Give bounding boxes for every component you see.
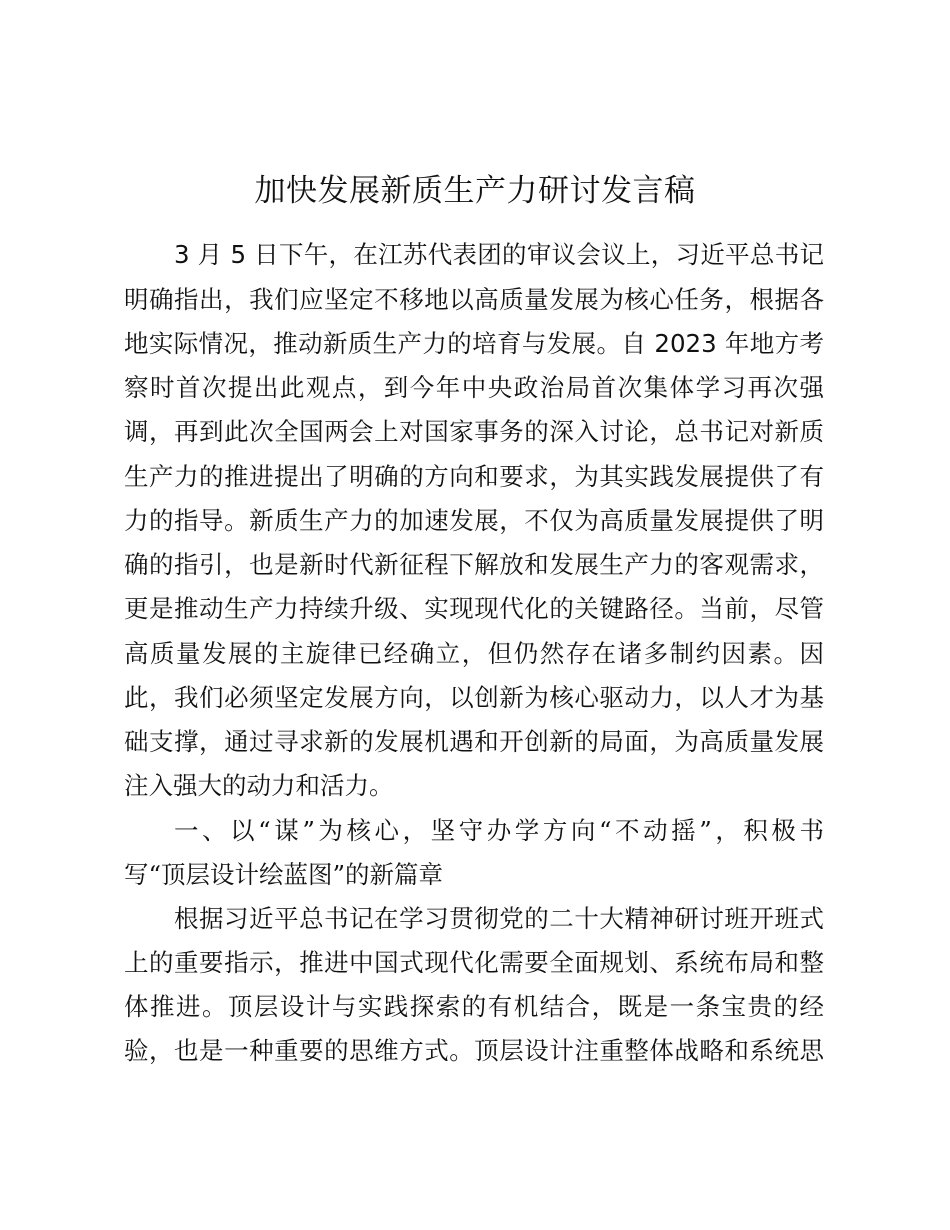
paragraph-line: 根据习近平总书记在学习贯彻党的二十大精神研讨班开班式 xyxy=(174,904,824,933)
section-heading-line: 一、以“谋”为核心，坚守办学方向“不动摇”，积极书 xyxy=(174,816,824,845)
paragraph-line: 3 月 5 日下午，在江苏代表团的审议会议上，习近平总书记 xyxy=(174,240,824,269)
section-heading-line: 写“顶层设计绘蓝图”的新篇章 xyxy=(124,860,444,889)
paragraph-line: 调，再到此次全国两会上对国家事务的深入讨论，总书记对新质 xyxy=(124,417,824,446)
paragraph-line: 此，我们必须坚定发展方向，以创新为核心驱动力，以人才为基 xyxy=(124,683,824,712)
paragraph-line: 察时首次提出此观点，到今年中央政治局首次集体学习再次强 xyxy=(124,373,824,402)
paragraph-line: 生产力的推进提出了明确的方向和要求，为其实践发展提供了有 xyxy=(124,462,824,491)
paragraph-line: 更是推动生产力持续升级、实现现代化的关键路径。当前，尽管 xyxy=(124,594,824,623)
paragraph-line: 注入强大的动力和活力。 xyxy=(124,771,394,800)
paragraph-line: 明确指出，我们应坚定不移地以高质量发展为核心任务，根据各 xyxy=(124,285,824,314)
paragraph-line: 地实际情况，推动新质生产力的培育与发展。自 2023 年地方考 xyxy=(124,329,824,358)
paragraph-line: 确的指引，也是新时代新征程下解放和发展生产力的客观需求， xyxy=(124,550,824,579)
paragraph-line: 体推进。顶层设计与实践探索的有机结合，既是一条宝贵的经 xyxy=(124,992,824,1021)
paragraph-line: 力的指导。新质生产力的加速发展，不仅为高质量发展提供了明 xyxy=(124,506,824,535)
paragraph-line: 验，也是一种重要的思维方式。顶层设计注重整体战略和系统思 xyxy=(124,1036,824,1065)
paragraph-line: 上的重要指示，推进中国式现代化需要全面规划、系统布局和整 xyxy=(124,948,824,977)
paragraph-line: 高质量发展的主旋律已经确立，但仍然存在诸多制约因素。因 xyxy=(124,639,824,668)
document-title: 加快发展新质生产力研讨发言稿 xyxy=(254,173,696,209)
paragraph-line: 础支撑，通过寻求新的发展机遇和开创新的局面，为高质量发展 xyxy=(124,727,824,756)
